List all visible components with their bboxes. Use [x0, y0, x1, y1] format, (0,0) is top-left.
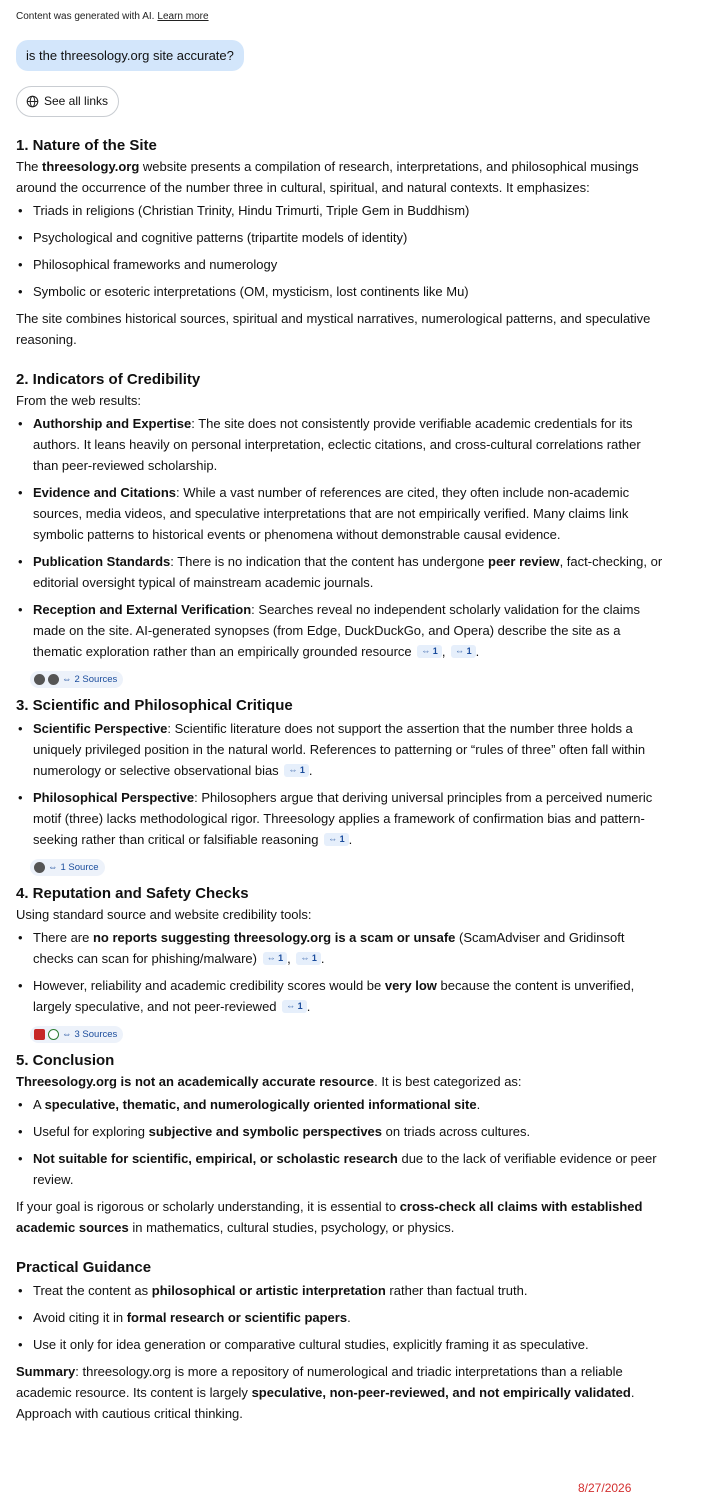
citation-chip[interactable]: ⇔ 1 — [284, 764, 309, 777]
list-item: • Psychological and cognitive patterns (tripartite models of identity) — [33, 227, 666, 248]
see-all-links-label: See all links — [44, 94, 109, 108]
citation-chip[interactable]: ⇔ 1 — [451, 645, 476, 658]
source-favicon-icon — [34, 674, 45, 685]
list-item: • Scientific Perspective: Scientific literature does not support the assertion that the number three holds a uniquely privileged position in the natural world. References to patterning or “rules of three” often fall within numerology or selective observational bias ⇔ 1 . — [33, 718, 666, 781]
section-title: 4. Reputation and Safety Checks — [16, 885, 249, 902]
ai-notice-text: Content was generated with AI. — [16, 11, 155, 22]
section-title: 3. Scientific and Philosophical Critique — [16, 697, 293, 714]
bullet-list — [16, 718, 666, 850]
list-item: • Evidence and Citations: While a vast number of references are cited, they often include non-academic sources, media videos, and speculative interpretations that are not empirically verified. Many claims link symbolic patterns to historical events or phenomena without demonstrable causal evidence. — [33, 482, 666, 545]
list-item: • Philosophical frameworks and numerology — [33, 254, 666, 275]
paragraph: Threesology.org is not an academically accurate resource. It is best categorized as: — [16, 1074, 522, 1089]
summary-paragraph: Summary: threesology.org is more a repository of numerological and triadic interpretations than a reliable academic resource. Its content is largely speculative, non-peer-reviewed, and not empirically validated. Approach with cautious critical thinking. — [16, 1364, 635, 1421]
paragraph: Using standard source and website credibility tools: — [16, 907, 312, 922]
paragraph: The site combines historical sources, spiritual and mystical narratives, numerological patterns, and speculative reasoning. — [16, 311, 651, 347]
list-item: • Authorship and Expertise: The site does not consistently provide verifiable academic credentials for its authors. It leans heavily on personal interpretation, eclectic citations, and cross-cultural correlations rather than peer-reviewed scholarship. — [33, 413, 666, 476]
list-item: • Treat the content as philosophical or artistic interpretation rather than factual truth. — [33, 1280, 666, 1301]
link-icon: ⇔ — [62, 1029, 72, 1040]
citation-chip[interactable]: ⇔ 1 — [417, 645, 442, 658]
bullet-list — [16, 200, 666, 302]
section-title: 5. Conclusion — [16, 1052, 115, 1069]
bullet-list — [16, 1280, 666, 1355]
sources-chip[interactable]: ⇔ 2 Sources — [30, 671, 123, 688]
shield-icon — [34, 1029, 45, 1040]
list-item: • Reception and External Verification: Searches reveal no independent scholarly validation for the claims made on the site. AI-generated synopses (from Edge, DuckDuckGo, and Opera) describe the site as a thematic exploration rather than an empirically grounded resource ⇔ 1 , ⇔ 1 . — [33, 599, 666, 662]
source-favicon-icon — [34, 862, 45, 873]
list-item: • Use it only for idea generation or comparative cultural studies, explicitly framing it as speculative. — [33, 1334, 666, 1355]
check-icon — [48, 1029, 59, 1040]
section-title: 2. Indicators of Credibility — [16, 371, 201, 388]
section-title: 1. Nature of the Site — [16, 137, 157, 154]
see-all-links-button[interactable] — [16, 86, 119, 117]
sources-chip[interactable]: ⇔ 1 Source — [30, 859, 105, 876]
paragraph: The threesology.org website presents a compilation of research, interpretations, and philosophical musings around the occurrence of the number three in cultural, spiritual, and natural contexts. It emphasizes: — [16, 159, 639, 195]
citation-chip[interactable]: ⇔ 1 — [263, 952, 288, 965]
bullet-list — [16, 413, 666, 662]
source-favicon-icon — [48, 674, 59, 685]
sources-chip[interactable]: ⇔ 3 Sources — [30, 1026, 123, 1043]
bullet-list — [16, 927, 666, 1017]
list-item: • Not suitable for scientific, empirical, or scholastic research due to the lack of verifiable evidence or peer review. — [33, 1148, 666, 1190]
paragraph: From the web results: — [16, 393, 141, 408]
learn-more-link[interactable]: Learn more — [157, 11, 209, 22]
link-icon: ⇔ — [62, 674, 72, 685]
list-item: • Avoid citing it in formal research or scientific papers. — [33, 1307, 666, 1328]
link-icon: ⇔ — [48, 862, 58, 873]
list-item: • Symbolic or esoteric interpretations (OM, mysticism, lost continents like Mu) — [33, 281, 666, 302]
ai-notice — [16, 11, 209, 22]
list-item: • There are no reports suggesting threesology.org is a scam or unsafe (ScamAdviser and Gridinsoft checks can scan for phishing/malware) ⇔ 1 , ⇔ 1 . — [33, 927, 666, 969]
citation-chip[interactable]: ⇔ 1 — [282, 1000, 307, 1013]
bullet-list — [16, 1094, 666, 1190]
citation-chip[interactable]: ⇔ 1 — [324, 833, 349, 846]
list-item: • Useful for exploring subjective and symbolic perspectives on triads across cultures. — [33, 1121, 666, 1142]
answer-content — [16, 136, 666, 1424]
globe-icon — [26, 95, 39, 108]
list-item: • Publication Standards: There is no indication that the content has undergone peer review, fact-checking, or editorial oversight typical of mainstream academic journals. — [33, 551, 666, 593]
list-item: • Triads in religions (Christian Trinity, Hindu Trimurti, Triple Gem in Buddhism) — [33, 200, 666, 221]
user-query-bubble: is the threesology.org site accurate? — [16, 40, 244, 71]
list-item: • However, reliability and academic credibility scores would be very low because the content is unverified, largely speculative, and not peer-reviewed ⇔ 1 . — [33, 975, 666, 1017]
paragraph: If your goal is rigorous or scholarly understanding, it is essential to cross-check all claims with established academic sources in mathematics, cultural studies, psychology, or physics. — [16, 1199, 643, 1235]
list-item: • Philosophical Perspective: Philosophers argue that deriving universal principles from a perceived numeric motif (three) lacks methodological rigor. Threesology applies a framework of confirmation bias and pattern-seeking rather than critical or falsifiable reasoning ⇔ 1 . — [33, 787, 666, 850]
list-item: • A speculative, thematic, and numerologically oriented informational site. — [33, 1094, 666, 1115]
citation-chip[interactable]: ⇔ 1 — [296, 952, 321, 965]
date-stamp: 8/27/2026 — [578, 1481, 632, 1495]
section-title: Practical Guidance — [16, 1259, 152, 1276]
